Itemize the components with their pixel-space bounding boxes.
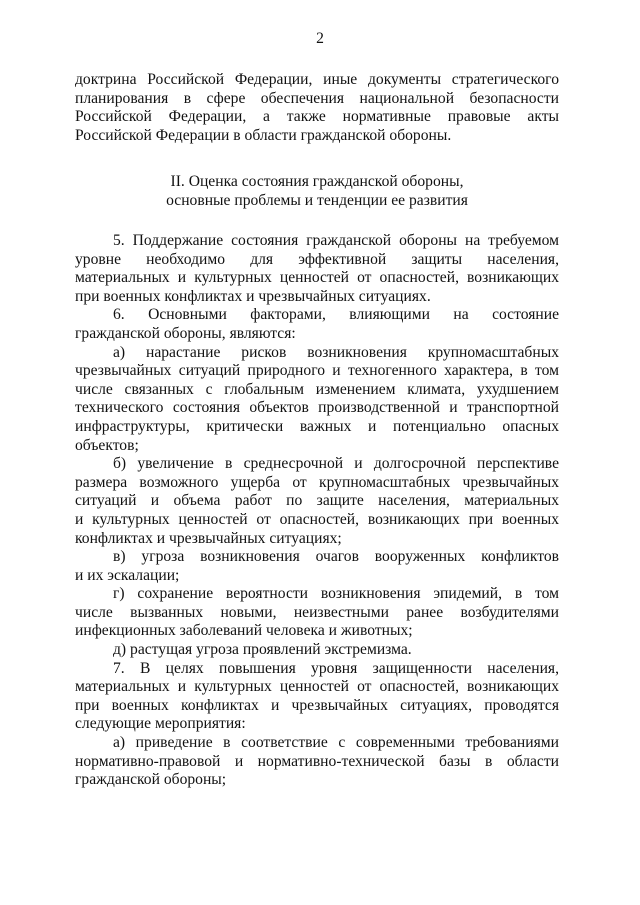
body-line: в) угроза возникновения очагов вооруженных конфликтов <box>113 548 559 566</box>
body-line: гражданской обороны; <box>75 771 227 789</box>
body-line: размера возможного ущерба от крупномасштабных чрезвычайных <box>75 473 559 491</box>
intro-line: планирования в сфере обеспечения национальной безопасности <box>75 89 559 107</box>
body-line: гражданской обороны, являются: <box>75 324 296 342</box>
body-line: г) сохранение вероятности возникновения эпидемий, в том <box>113 585 559 603</box>
body-line: материальных и культурных ценностей от опасностей, возникающих <box>75 678 559 696</box>
body-line: инфекционных заболеваний человека и животных; <box>75 622 413 640</box>
body-line: нормативно-правовой и нормативно-технической базы в области <box>75 752 559 770</box>
body-line: б) увеличение в среднесрочной и долгосрочной перспективе <box>113 455 559 473</box>
body-line: уровне необходимо для эффективной защиты населения, <box>75 250 559 268</box>
intro-line: доктрина Российской Федерации, иные документы стратегического <box>75 71 559 88</box>
section-heading-line: II. Оценка состояния гражданской обороны, <box>170 173 464 190</box>
body-line: при военных конфликтах и чрезвычайных ситуациях. <box>75 287 431 305</box>
body-line: и культурных ценностей от опасностей, возникающих при военных <box>75 510 559 528</box>
section-heading <box>75 173 559 210</box>
body-line: а) нарастание рисков возникновения крупномасштабных <box>113 343 559 361</box>
body-line: а) приведение в соответствие с современными требованиями <box>113 734 559 752</box>
intro-line: Российской Федерации в области гражданской обороны. <box>75 126 452 144</box>
body-line: числе вызванных новыми, неизвестными ранее возбудителями <box>75 603 559 621</box>
body-line: числе связанных с глобальным изменением климата, ухудшением <box>75 380 559 398</box>
body-line: и их эскалации; <box>75 566 180 584</box>
body-line: конфликтах и чрезвычайных ситуациях; <box>75 529 342 547</box>
body-line: инфраструктуры, критически важных и потенциально опасных <box>75 417 559 435</box>
body-line: 7. В целях повышения уровня защищенности населения, <box>113 659 559 677</box>
body-line: 5. Поддержание состояния гражданской обороны на требуемом <box>113 232 559 249</box>
intro-paragraph <box>75 71 559 145</box>
body-line: д) растущая угроза проявлений экстремизма. <box>113 641 412 659</box>
body-line: чрезвычайных ситуаций природного и техногенного характера, в том <box>75 362 559 380</box>
section-body <box>75 232 559 790</box>
body-line: технического состояния объектов производственной и транспортной <box>75 399 559 417</box>
body-line: объектов; <box>75 436 139 454</box>
page-number: 2 <box>316 30 324 47</box>
body-line: следующие мероприятия: <box>75 715 246 733</box>
body-line: ситуаций и объема работ по защите населения, материальных <box>75 492 559 510</box>
body-line: 6. Основными факторами, влияющими на состояние <box>113 306 559 324</box>
body-line: при военных конфликтах и чрезвычайных ситуациях, проводятся <box>75 696 559 714</box>
body-line: материальных и культурных ценностей от опасностей, возникающих <box>75 269 559 287</box>
section-heading-line: основные проблемы и тенденции ее развития <box>166 191 468 209</box>
intro-line: Российской Федерации, а также нормативные правовые акты <box>75 108 559 126</box>
